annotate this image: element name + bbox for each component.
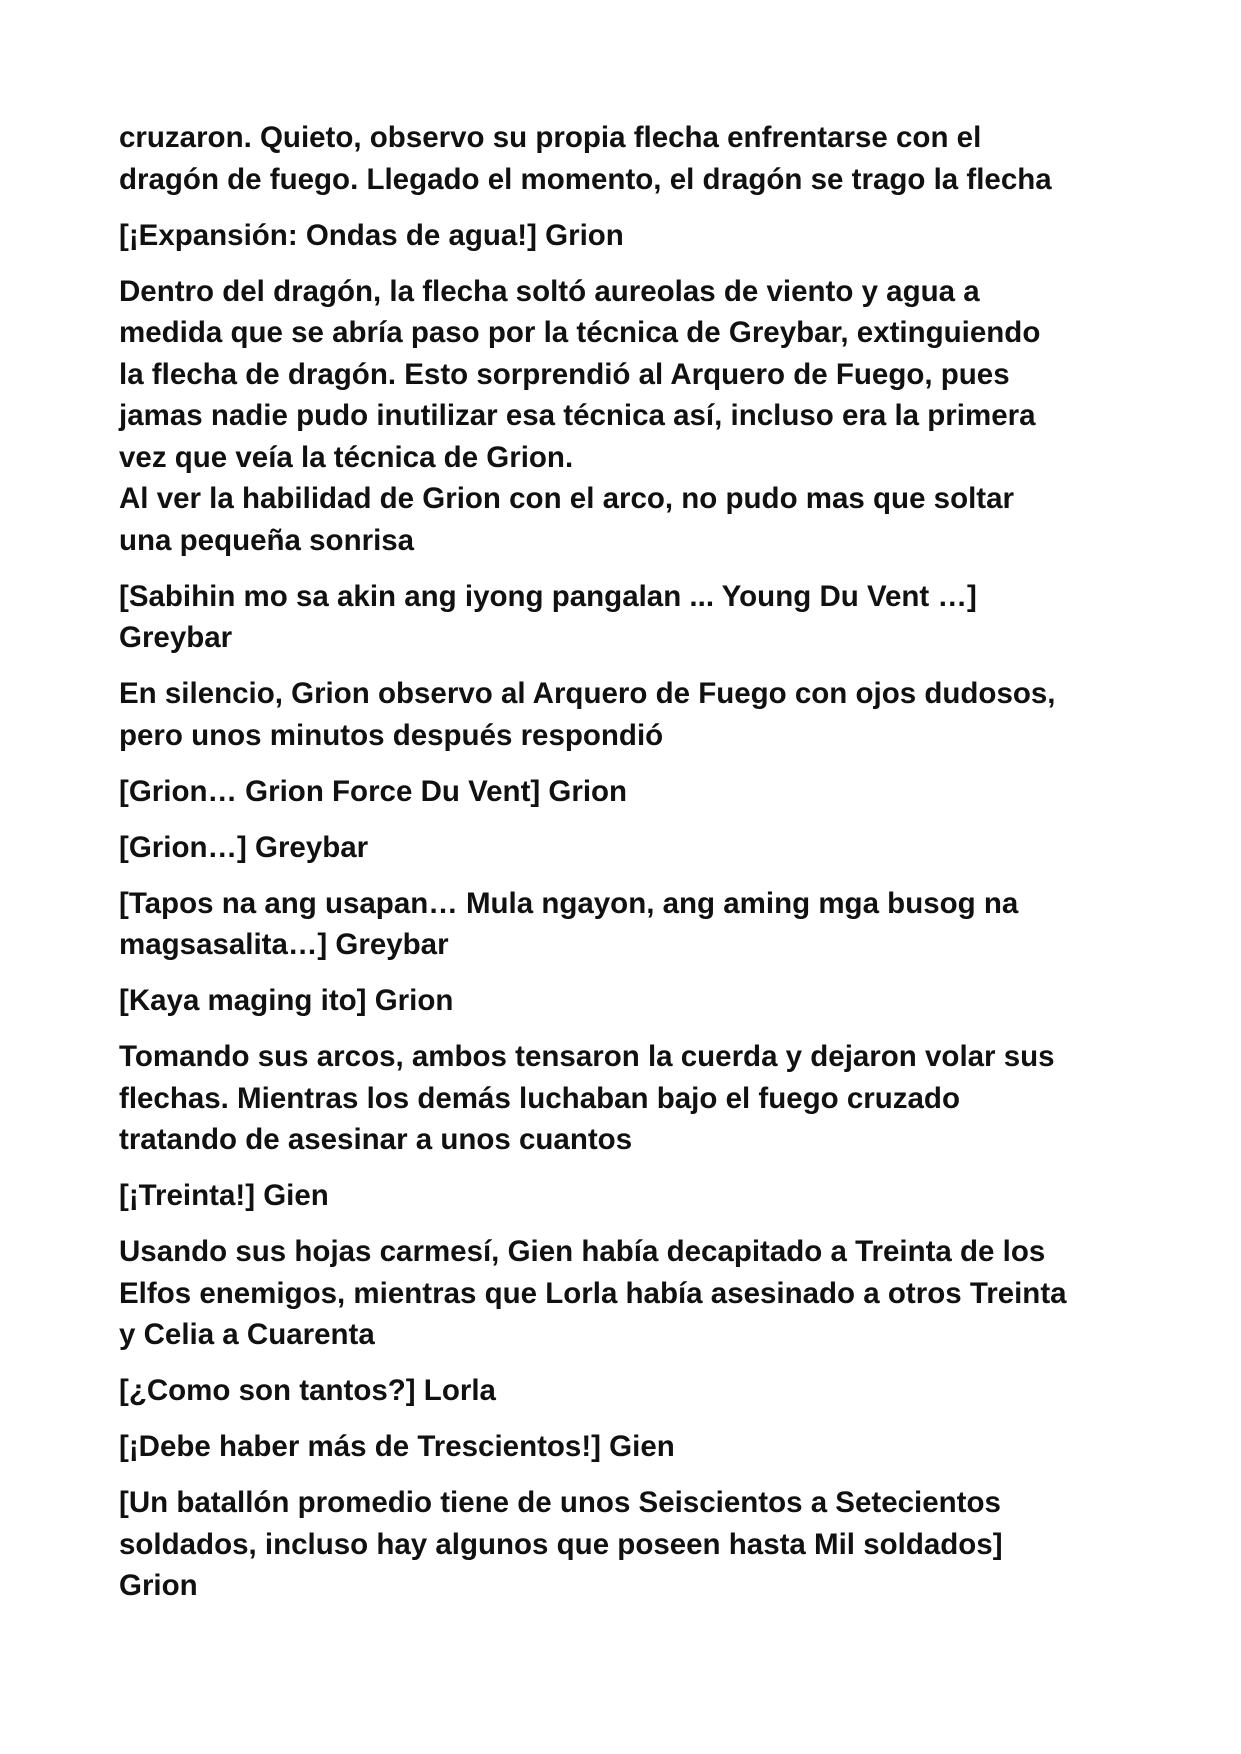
paragraph-dialogue: [¡Debe haber más de Trescientos!] Gien [119, 1430, 675, 1463]
paragraph-dialogue: [¡Expansión: Ondas de agua!] Grion [119, 218, 624, 252]
paragraph-narration: Usando sus hojas carmesí, Gien había decapitado a Treinta de los Elfos enemigos, mientras que Lorla había asesinado a otros Treinta y Celia a Cuarenta [119, 1235, 1067, 1351]
paragraph-narration: cruzaron. Quieto, observo su propia flecha enfrentarse con el dragón de fuego. Llegado el momento, el dragón se trago la flecha [119, 121, 1052, 196]
paragraph-dialogue: [Kaya maging ito] Grion [119, 984, 454, 1017]
paragraph-dialogue: [¡Treinta!] Gien [119, 1179, 329, 1212]
document-body [119, 117, 1139, 1621]
paragraph-narration: Tomando sus arcos, ambos tensaron la cuerda y dejaron volar sus flechas. Mientras los demás luchaban bajo el fuego cruzado tratando de asesinar a unos cuantos [119, 1040, 1055, 1156]
paragraph-dialogue: [Sabihin mo sa akin ang iyong pangalan ... Young Du Vent …] Greybar [119, 579, 977, 654]
paragraph-dialogue: [Tapos na ang usapan… Mula ngayon, ang aming mga busog na magsasalita…] Greybar [119, 886, 1019, 961]
paragraph-dialogue: [Un batallón promedio tiene de unos Seiscientos a Setecientos soldados, incluso hay algunos que poseen hasta Mil soldados] Grion [119, 1486, 1003, 1602]
paragraph-narration: Dentro del dragón, la flecha soltó aureolas de viento y agua a medida que se abría paso por la técnica de Greybar, extinguiendo la flecha de dragón. Esto sorprendió al Arquero de Fuego, pues jamas nadie pudo inutilizar esa técnica así, incluso era la primera vez que veía la técnica de Grion. Al ver la habilidad de Grion con el arco, no pudo mas que soltar una pequeña sonrisa [119, 274, 1041, 557]
paragraph-dialogue: [Grion…] Greybar [119, 830, 369, 864]
paragraph-dialogue: [Grion… Grion Force Du Vent] Grion [119, 774, 628, 808]
paragraph-dialogue: [¿Como son tantos?] Lorla [119, 1374, 496, 1407]
paragraph-narration: En silencio, Grion observo al Arquero de Fuego con ojos dudosos, pero unos minutos después respondió [119, 677, 1056, 752]
